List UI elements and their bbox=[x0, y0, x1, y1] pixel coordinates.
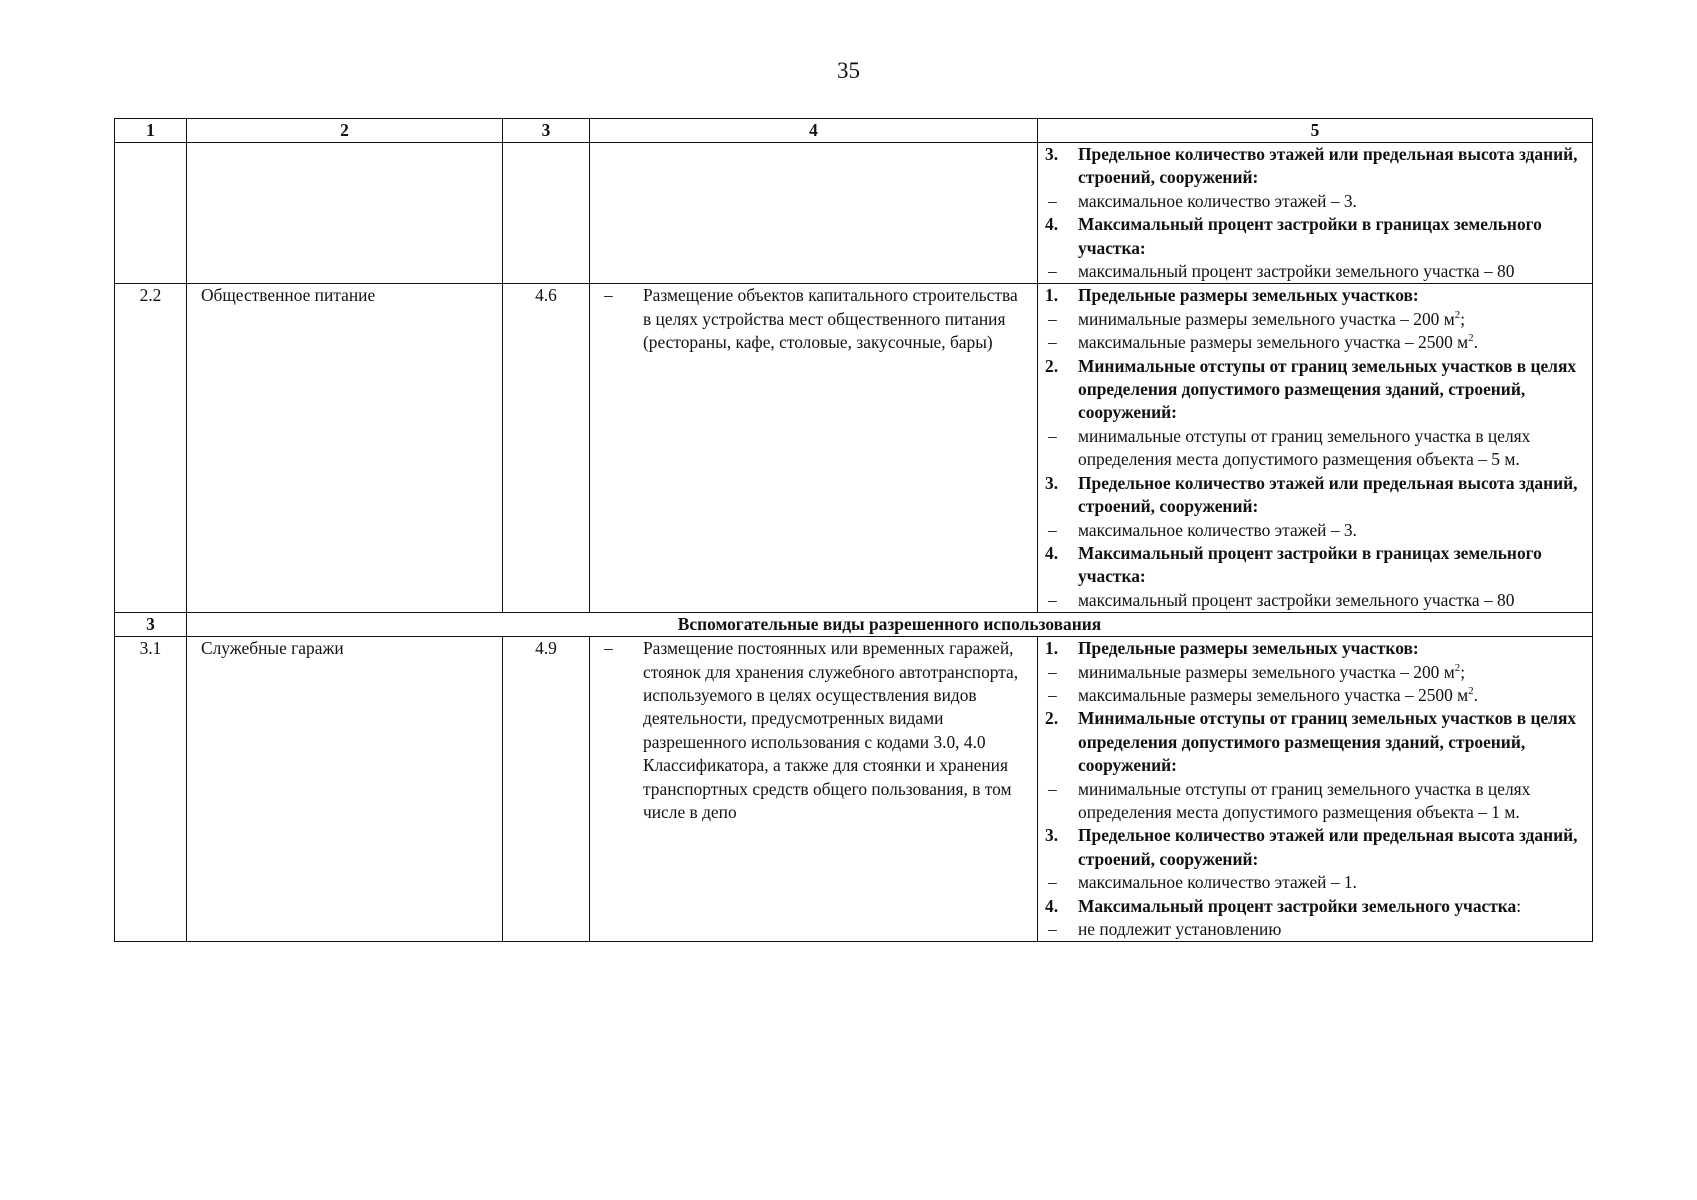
parameter-text bbox=[1078, 519, 1578, 542]
parameter-text bbox=[1078, 284, 1578, 307]
parameter-text bbox=[1078, 143, 1578, 190]
dash-marker: – bbox=[1048, 778, 1057, 799]
parameter-value bbox=[1042, 918, 1578, 941]
use-type-code: 4.9 bbox=[503, 637, 590, 942]
parameter-text bbox=[1078, 824, 1578, 871]
parameter-text-main: Предельное количество этажей или предельная высота зданий, строений, сооружений: bbox=[1078, 472, 1578, 517]
parameters-cell bbox=[1038, 637, 1593, 942]
parameter-text-main: Максимальный процент застройки в границах земельного участка: bbox=[1078, 214, 1542, 258]
header-cell: 3 bbox=[503, 119, 590, 143]
parameter-text bbox=[1078, 684, 1578, 707]
dash-marker: – bbox=[1048, 190, 1057, 211]
parameter-text-main: Предельное количество этажей или предельная высота зданий, строений, сооружений: bbox=[1078, 144, 1578, 188]
use-type-description bbox=[590, 284, 1038, 613]
superscript: 2 bbox=[1468, 332, 1474, 345]
parameter-text bbox=[1078, 895, 1578, 918]
parameter-text bbox=[1078, 778, 1578, 825]
parameter-value bbox=[1042, 684, 1578, 707]
parameter-text-main: максимальные размеры земельного участка – 2500 м bbox=[1078, 332, 1469, 353]
parameter-value bbox=[1042, 308, 1578, 331]
parameter-heading bbox=[1042, 707, 1578, 777]
parameter-text-main: Предельное количество этажей или предельная высота зданий, строений, сооружений: bbox=[1078, 825, 1578, 869]
number-marker: 1. bbox=[1045, 285, 1059, 306]
use-type-name: Общественное питание bbox=[187, 284, 503, 613]
parameter-text bbox=[1078, 589, 1578, 612]
parameter-heading bbox=[1042, 213, 1578, 260]
header-cell: 5 bbox=[1038, 119, 1593, 143]
parameter-text-main: минимальные отступы от границ земельного участка в целях определения места допустимого размещения объекта – 5 м. bbox=[1078, 425, 1531, 470]
parameter-text bbox=[1078, 425, 1578, 472]
cell-empty bbox=[590, 143, 1038, 284]
dash-marker: – bbox=[1048, 261, 1057, 282]
number-marker: 3. bbox=[1045, 144, 1059, 164]
cell-empty bbox=[187, 143, 503, 284]
parameter-value bbox=[1042, 519, 1578, 542]
parameter-text-main: Максимальный процент застройки в границах земельного участка: bbox=[1078, 542, 1542, 587]
parameter-text-main: максимальное количество этажей – 3. bbox=[1078, 190, 1357, 211]
dash-marker: – bbox=[1048, 332, 1057, 353]
dash-marker: – bbox=[1048, 519, 1057, 540]
section-title: Вспомогательные виды разрешенного использования bbox=[187, 613, 1593, 637]
dash-marker: – bbox=[1048, 308, 1057, 329]
superscript: 2 bbox=[1454, 309, 1461, 322]
parameter-heading bbox=[1042, 355, 1578, 425]
parameter-text bbox=[1078, 190, 1578, 213]
parameter-text-main: максимальное количество этажей – 1. bbox=[1078, 872, 1357, 893]
parameter-text-main: Предельные размеры земельных участков: bbox=[1078, 638, 1419, 659]
punctuation: ; bbox=[1460, 661, 1466, 682]
page-number: 35 bbox=[837, 58, 860, 83]
parameter-heading bbox=[1042, 284, 1578, 307]
parameter-value bbox=[1042, 190, 1578, 213]
row-number: 3.1 bbox=[115, 637, 187, 942]
dash-marker: – bbox=[604, 285, 613, 306]
number-marker: 2. bbox=[1045, 708, 1059, 729]
superscript: 2 bbox=[1468, 685, 1474, 698]
number-marker: 2. bbox=[1045, 355, 1059, 376]
dash-marker: – bbox=[1048, 425, 1057, 446]
cell-empty bbox=[115, 143, 187, 284]
parameter-text bbox=[1078, 637, 1578, 660]
header-cell: 2 bbox=[187, 119, 503, 143]
description-text: Размещение постоянных или временных гаражей, стоянок для хранения служебного автотранспорта, используемого в целях осуществления видов деятельности, предусмотренных видами разрешенного использования с кодами 3.0, 4.0 Классификатора, а также для стоянки и хранения транспортных средств общего пользования, в том числе в депо bbox=[643, 638, 1019, 822]
parameter-heading bbox=[1042, 542, 1578, 589]
parameter-value bbox=[1042, 331, 1578, 354]
parameter-value bbox=[1042, 778, 1578, 825]
parameter-text-main: не подлежит установлению bbox=[1078, 919, 1282, 939]
parameter-heading bbox=[1042, 143, 1578, 190]
parameter-heading bbox=[1042, 472, 1578, 519]
description-entry bbox=[598, 284, 1029, 354]
header-cell: 1 bbox=[115, 119, 187, 143]
parameter-text bbox=[1078, 355, 1578, 425]
parameters-cell bbox=[1038, 284, 1593, 613]
parameter-value bbox=[1042, 425, 1578, 472]
parameter-text-main: Предельные размеры земельных участков: bbox=[1078, 285, 1419, 306]
row-number: 2.2 bbox=[115, 284, 187, 613]
use-type-description bbox=[590, 637, 1038, 942]
number-marker: 4. bbox=[1045, 214, 1059, 235]
section-row bbox=[115, 613, 1593, 637]
parameter-value bbox=[1042, 871, 1578, 894]
table-row bbox=[115, 284, 1593, 613]
parameter-text-main: минимальные размеры земельного участка – 200 м bbox=[1078, 661, 1455, 682]
parameter-value bbox=[1042, 589, 1578, 612]
cell-empty bbox=[503, 143, 590, 284]
parameter-text bbox=[1078, 871, 1578, 894]
parameter-value bbox=[1042, 661, 1578, 684]
parameter-text bbox=[1078, 472, 1578, 519]
number-marker: 4. bbox=[1045, 895, 1059, 916]
parameter-text bbox=[1078, 918, 1578, 941]
table-header-row bbox=[115, 119, 1593, 143]
description-text: Размещение объектов капитального строительства в целях устройства мест общественного питания (рестораны, кафе, столовые, закусочные, бары) bbox=[643, 285, 1018, 353]
header-cell: 4 bbox=[590, 119, 1038, 143]
parameter-text bbox=[1078, 331, 1578, 354]
parameter-text bbox=[1078, 542, 1578, 589]
parameter-text-main: Минимальные отступы от границ земельных участков в целях определения допустимого размещения зданий, строений, сооружений: bbox=[1078, 708, 1577, 776]
punctuation: ; bbox=[1460, 308, 1466, 329]
dash-marker: – bbox=[1048, 872, 1057, 893]
parameter-text-main: Минимальные отступы от границ земельных участков в целях определения допустимого размещения зданий, строений, сооружений: bbox=[1078, 355, 1577, 423]
parameter-text bbox=[1078, 213, 1578, 260]
dash-marker: – bbox=[604, 638, 613, 659]
dash-marker: – bbox=[1048, 919, 1057, 939]
parameters-cell bbox=[1038, 143, 1593, 284]
punctuation: . bbox=[1473, 332, 1478, 353]
number-marker: 1. bbox=[1045, 638, 1059, 659]
punctuation: : bbox=[1516, 895, 1522, 916]
dash-marker: – bbox=[1048, 684, 1057, 705]
parameter-text-main: максимальные размеры земельного участка – 2500 м bbox=[1078, 684, 1469, 705]
number-marker: 3. bbox=[1045, 472, 1059, 493]
superscript: 2 bbox=[1454, 661, 1461, 674]
regulations-table bbox=[114, 118, 1593, 942]
section-number: 3 bbox=[115, 613, 187, 637]
number-marker: 3. bbox=[1045, 825, 1059, 846]
use-type-name: Служебные гаражи bbox=[187, 637, 503, 942]
parameter-text-main: максимальный процент застройки земельного участка – 80 bbox=[1078, 261, 1515, 282]
dash-marker: – bbox=[1048, 661, 1057, 682]
parameter-heading bbox=[1042, 637, 1578, 660]
description-entry bbox=[598, 637, 1029, 824]
dash-marker: – bbox=[1048, 589, 1057, 610]
parameter-text-main: Максимальный процент застройки земельного участка bbox=[1078, 895, 1517, 916]
parameter-text bbox=[1078, 707, 1578, 777]
use-type-code: 4.6 bbox=[503, 284, 590, 613]
parameter-heading bbox=[1042, 895, 1578, 918]
table-row bbox=[115, 637, 1593, 942]
parameter-text-main: минимальные размеры земельного участка – 200 м bbox=[1078, 308, 1455, 329]
parameter-text bbox=[1078, 260, 1578, 283]
table-row-continued bbox=[115, 143, 1593, 284]
parameter-text-main: минимальные отступы от границ земельного участка в целях определения места допустимого размещения объекта – 1 м. bbox=[1078, 778, 1531, 822]
parameter-heading bbox=[1042, 824, 1578, 871]
number-marker: 4. bbox=[1045, 542, 1059, 563]
parameter-text bbox=[1078, 661, 1578, 684]
punctuation: . bbox=[1473, 684, 1478, 705]
parameter-text-main: максимальный процент застройки земельного участка – 80 bbox=[1078, 589, 1515, 610]
parameter-text bbox=[1078, 308, 1578, 331]
parameter-value bbox=[1042, 260, 1578, 283]
parameter-text-main: максимальное количество этажей – 3. bbox=[1078, 519, 1357, 540]
